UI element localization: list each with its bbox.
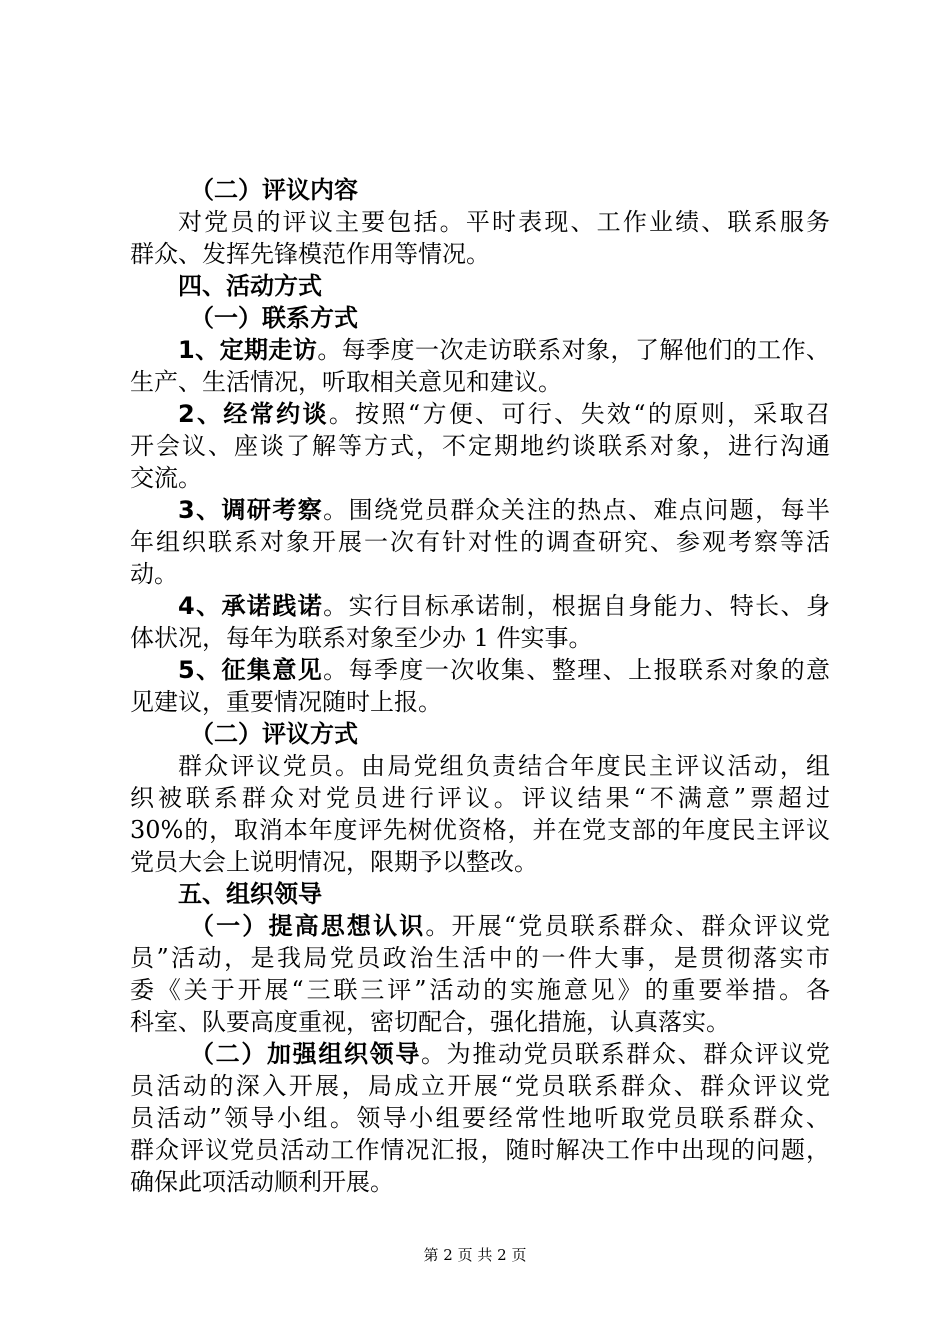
paragraph-line: 群众评议党员活动工作情况汇报，随时解决工作中出现的问题， [130,1136,830,1164]
paragraph-line: 科室、队要高度重视，密切配合，强化措施，认真落实。 [130,1008,730,1036]
page-footer: 第 2 页 共 2 页 [423,1246,527,1264]
paragraph-line: 见建议，重要情况随时上报。 [130,688,442,716]
list-item-title: 4、承诺践诺 [178,592,324,620]
paragraph-line: 员”活动，是我局党员政治生活中的一件大事，是贯彻落实市 [130,944,830,972]
paragraph-line: 动。 [130,560,178,588]
list-item-title: 5、征集意见 [178,656,324,684]
paragraph-line: 交流。 [130,464,202,492]
paragraph-line: 对党员的评议主要包括。平时表现、工作业绩、联系服务 [178,208,830,236]
paragraph-line: 确保此项活动顺利开展。 [130,1168,394,1196]
section-heading-activity-methods: 四、活动方式 [178,272,322,300]
paragraph-line: 委《关于开展“三联三评”活动的实施意见》的重要举措。各 [130,976,830,1004]
list-item-text: 。开展“党员联系群众、群众评议党 [425,912,830,940]
section-heading-organization-leadership: 五、组织领导 [178,880,322,908]
list-item-line [130,654,830,686]
list-item-title: 1、定期走访 [178,336,318,364]
list-item-text: 。按照“方便、可行、失效“的原则，采取召 [328,400,831,428]
section-heading-evaluation-content: （二）评议内容 [190,176,358,204]
paragraph-line: 员活动的深入开展，局成立开展“党员联系群众、群众评议党 [130,1072,830,1100]
paragraph-line: 员活动”领导小组。领导小组要经常性地听取党员联系群众、 [130,1104,830,1132]
list-item-title: 2、经常约谈 [178,400,329,428]
list-item-text: 。每季度一次走访联系对象，了解他们的工作、 [317,336,831,364]
list-item-text: 。为推动党员联系群众、群众评议党 [421,1040,830,1068]
list-item-title: （二）加强组织领导 [190,1040,421,1068]
list-item-line [130,398,830,430]
paragraph-line: 30%的，取消本年度评先树优资格，并在党支部的年度民主评议 [130,816,830,844]
paragraph-line: 生产、生活情况，听取相关意见和建议。 [130,368,562,396]
paragraph-line: 开会议、座谈了解等方式，不定期地约谈联系对象，进行沟通 [130,432,830,460]
list-item-title: （一）提高思想认识 [190,912,426,940]
list-item-line [130,910,830,942]
paragraph-line: 年组织联系对象开展一次有针对性的调查研究、参观考察等活 [130,528,830,556]
list-item-line [130,590,830,622]
paragraph-line: 体状况，每年为联系对象至少办 1 件实事。 [130,624,593,652]
list-item-title: 3、调研考察 [178,496,324,524]
paragraph-line: 群众、发挥先锋模范作用等情况。 [130,240,490,268]
list-item-line [130,494,830,526]
list-item-text: 。实行目标承诺制，根据自身能力、特长、身 [323,592,830,620]
subsection-heading-contact-methods: （一）联系方式 [190,304,358,332]
list-item-text: 。每季度一次收集、整理、上报联系对象的意 [323,656,830,684]
paragraph-line: 群众评议党员。由局党组负责结合年度民主评议活动，组 [178,752,830,780]
list-item-text: 。围绕党员群众关注的热点、难点问题，每半 [323,496,830,524]
paragraph-line: 织被联系群众对党员进行评议。评议结果“不满意”票超过 [130,784,830,812]
paragraph-line: 党员大会上说明情况，限期予以整改。 [130,848,538,876]
list-item-line [130,1038,830,1070]
subsection-heading-evaluation-methods: （二）评议方式 [190,720,358,748]
list-item-line [130,334,830,366]
